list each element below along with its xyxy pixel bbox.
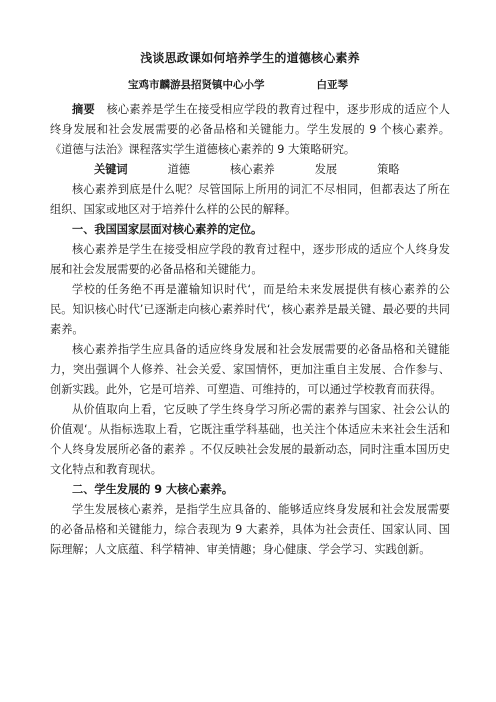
byline <box>50 78 450 92</box>
body-paragraph: 学生发展核心素养，是指学生应具备的、能够适应终身发展和社会发展需要的必备品格和关键能力，综合表现为 9 大素养，具体为社会责任、国家认同、国际理解；人文底蕴、科学精神、审美情趣；身心健康、学会学习、实践创新。 <box>50 503 450 556</box>
body-paragraph: 核心素养指学生应具备的适应终身发展和社会发展需要的必备品格和关键能力，突出强调个人修养、社会关爱、家国情怀，更加注重自主发展、合作参与、创新实践。此外，它是可培养、可塑造、可维持的，可以通过学校教育而获得。 <box>50 343 450 396</box>
keyword: 核心素养 <box>229 163 275 176</box>
keywords-label: 关键词 <box>94 163 128 176</box>
body-paragraph: 从价值取向上看，它反映了学生终身学习所必需的素养与国家、社会公认的价值观‘。从指标选取上看，它既注重学科基础，也关注个体适应未来社会生活和个人终身发展所必备的素养 。不仅反映社会发展的最新动态，同时注重本国历史文化特点和教育现状。 <box>50 403 450 476</box>
abstract-label: 摘要 <box>72 103 95 116</box>
keyword: 发展 <box>314 163 338 176</box>
author-name: 白亚琴 <box>316 79 348 91</box>
section-heading-1: 一、我国国家层面对核心素养的定位。 <box>72 223 263 236</box>
document-title: 浅谈思政课如何培养学生的道德核心素养 <box>140 51 360 65</box>
school-name: 宝鸡市麟游县招贤镇中心小学 <box>128 79 265 91</box>
abstract-paragraph <box>50 100 450 160</box>
abstract-text: 核心素养是学生在接受相应学段的教育过程中，逐步形成的适应个人终身发展和社会发展需要的必备品格和关键能力。学生发展的 9 个核心素养。《道德与法治》课程落实学生道德核心素养的 9 大策略研究。 <box>50 103 450 156</box>
body-paragraph: 核心素养到底是什么呢？尽管国际上所用的词汇不尽相同，但都表达了所在组织、国家或地区对于培养什么样的公民的解释。 <box>50 183 450 216</box>
keywords-paragraph <box>50 160 450 180</box>
keyword: 道德 <box>167 163 190 176</box>
body-paragraph: 核心素养是学生在接受相应学段的教育过程中，逐步形成的适应个人终身发展和社会发展需要的必备品格和关键能力。 <box>50 243 450 276</box>
keyword: 策略 <box>377 163 400 176</box>
section-heading-2: 二、学生发展的 9 大核心素养。 <box>72 483 234 496</box>
document-page <box>50 50 450 560</box>
body-paragraph: 学校的任务绝不再是灌输知识时代‘，而是给未来发展提供有核心素养的公民。知识核心时代’已逐渐走向核心素养时代‘，核心素养是最关键、最必要的共同素养。 <box>50 283 450 336</box>
